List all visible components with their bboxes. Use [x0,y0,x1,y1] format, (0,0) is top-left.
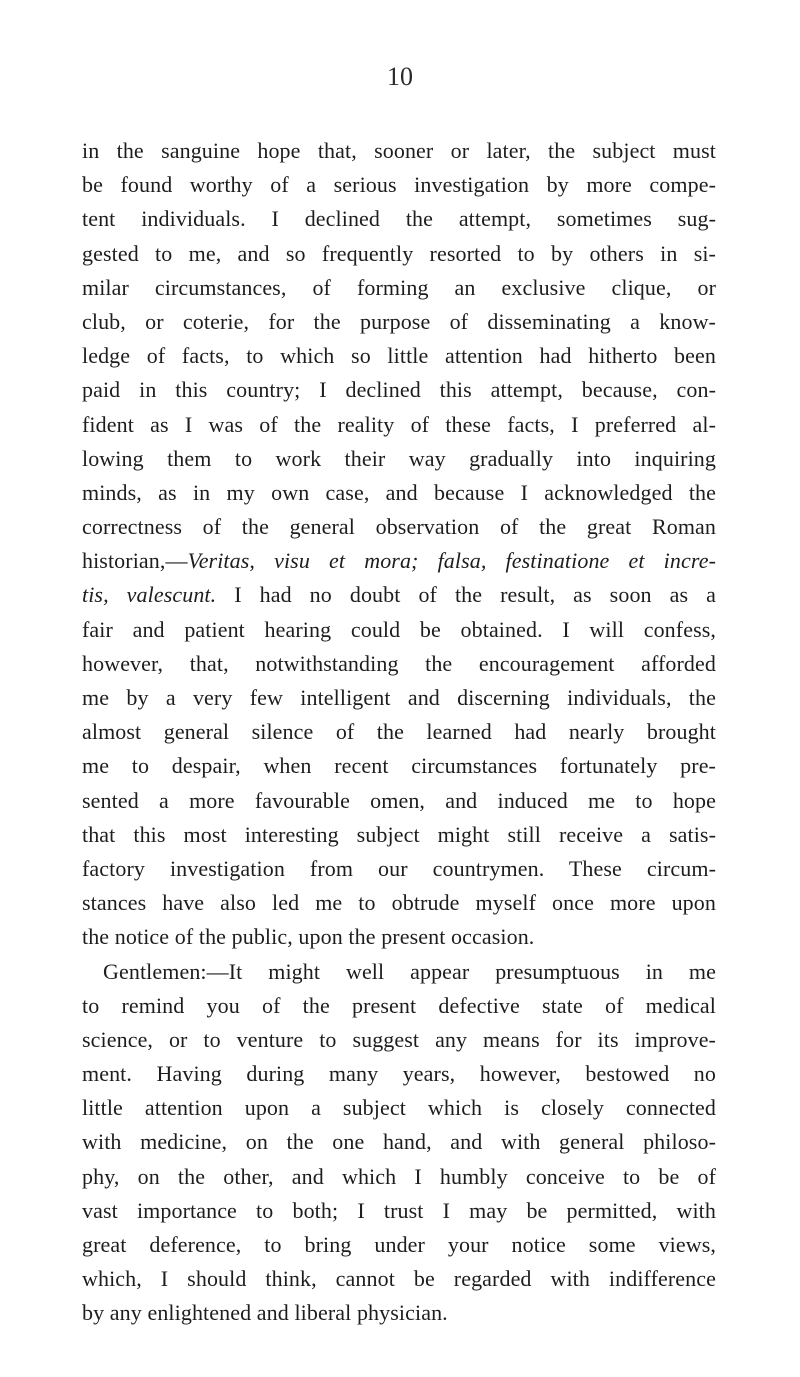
page-number: 10 [387,62,413,91]
text-line: fident as I was of the reality of these facts, I preferred al- [82,411,716,437]
quote-line [82,544,716,578]
text-line: the notice of the public, upon the present occasion. [82,924,535,950]
text-line: that this most interesting subject might still receive a satis- [82,821,716,847]
text-line: fair and patient hearing could be obtained. I will confess, [82,616,716,642]
text-line: ledge of facts, to which so little attention had hitherto been [82,343,716,369]
text-line: club, or coterie, for the purpose of disseminating a know- [82,308,716,334]
paragraph-2-line: with medicine, on the one hand, and with general philoso- [82,1129,716,1155]
text-line: gested to me, and so frequently resorted to by others in si- [82,240,716,266]
text-line: lowing them to work their way gradually into inquiring [82,445,716,471]
paragraph-2-line: to remind you of the present defective state of medical [82,992,716,1018]
paragraph-2-line: which, I should think, cannot be regarded with indifference [82,1266,716,1292]
body-text [82,134,716,1331]
latin-quote-end: tis, valescunt. [82,582,217,608]
quote-lead-text: historian,— [82,548,188,574]
paragraph-2-line: ment. Having during many years, however, bestowed no [82,1061,716,1087]
paragraph-2-line: little attention upon a subject which is closely connected [82,1095,716,1121]
text-line: minds, as in my own case, and because I acknowledged the [82,479,716,505]
text-line: stances have also led me to obtrude myself once more upon [82,890,716,916]
paragraph-2-line: phy, on the other, and which I humbly conceive to be of [82,1163,716,1189]
text-line: correctness of the general observation of the great Roman [82,514,716,540]
text-line: tent individuals. I declined the attempt, sometimes sug- [82,206,716,232]
text-line: in the sanguine hope that, sooner or later, the subject must [82,138,716,163]
text-line: however, that, notwithstanding the encouragement afforded [82,650,716,676]
paragraph-2-line: science, or to venture to suggest any means for its improve- [82,1026,716,1052]
quote-trail-text: I had no doubt of the result, as soon as a [216,582,716,608]
text-line: be found worthy of a serious investigation by more compe- [82,172,716,198]
paragraph-2-line: vast importance to both; I trust I may be permitted, with [82,1197,716,1223]
paragraph-2-line: by any enlightened and liberal physician. [82,1300,448,1326]
quote-line [82,578,716,612]
text-line: almost general silence of the learned had nearly brought [82,719,716,745]
paragraph-2-line: Gentlemen:—It might well appear presumptuous in me [103,958,716,984]
text-line: paid in this country; I declined this attempt, because, con- [82,377,716,403]
text-line: sented a more favourable omen, and induced me to hope [82,787,716,813]
text-line: me by a very few intelligent and discerning individuals, the [82,685,716,710]
text-line: factory investigation from our countrymen. These circum- [82,855,716,881]
text-line: milar circumstances, of forming an exclusive clique, or [82,274,716,300]
latin-quote: Veritas, visu et mora; falsa, festinatione et incre- [187,548,716,574]
paragraph-2-line: great deference, to bring under your notice some views, [82,1232,716,1257]
text-line: me to despair, when recent circumstances fortunately pre- [82,753,716,779]
